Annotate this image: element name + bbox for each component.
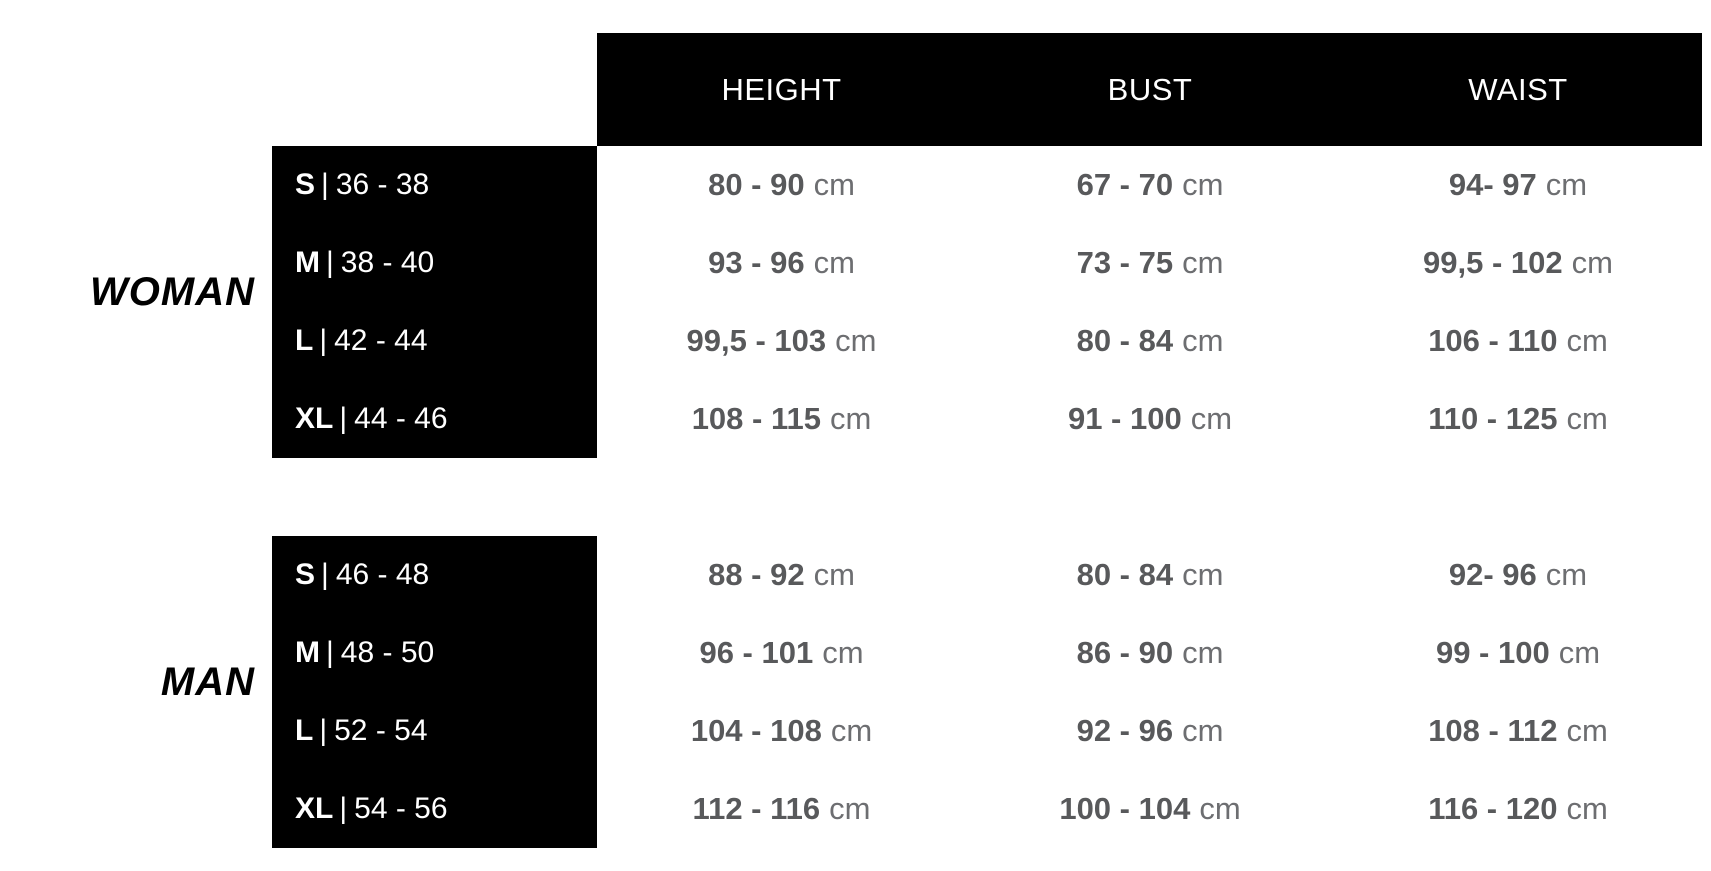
unit-label: cm bbox=[813, 245, 855, 280]
column-header-height: HEIGHT bbox=[721, 71, 842, 107]
height-cell bbox=[597, 302, 966, 380]
unit-label: cm bbox=[1199, 791, 1241, 826]
unit-label: cm bbox=[1566, 713, 1608, 748]
table-row bbox=[272, 380, 1702, 458]
waist-cell bbox=[1334, 224, 1702, 302]
size-cell bbox=[272, 146, 597, 224]
bust-cell bbox=[966, 380, 1334, 458]
size-range: 42 - 44 bbox=[334, 324, 428, 357]
bust-value: 80 - 84 bbox=[1076, 557, 1174, 592]
size-range: 44 - 46 bbox=[354, 402, 448, 435]
unit-label: cm bbox=[813, 167, 855, 202]
height-cell bbox=[597, 614, 966, 692]
bust-value: 67 - 70 bbox=[1076, 167, 1174, 202]
unit-label: cm bbox=[1545, 557, 1588, 592]
size-range: 38 - 40 bbox=[340, 246, 435, 279]
unit-label: cm bbox=[829, 401, 872, 436]
unit-label: cm bbox=[1182, 635, 1224, 670]
waist-cell bbox=[1334, 770, 1702, 848]
size-range: 48 - 50 bbox=[340, 636, 435, 669]
section-label-woman: WOMAN bbox=[90, 270, 255, 314]
unit-label: cm bbox=[813, 557, 855, 592]
unit-label: cm bbox=[1182, 167, 1224, 202]
waist-value: 106 - 110 bbox=[1428, 323, 1558, 358]
size-cell bbox=[272, 614, 597, 692]
height-value: 108 - 115 bbox=[691, 401, 821, 436]
waist-cell bbox=[1334, 614, 1702, 692]
unit-label: cm bbox=[1571, 245, 1613, 280]
bust-value: 92 - 96 bbox=[1076, 713, 1174, 748]
bust-value: 73 - 75 bbox=[1076, 245, 1174, 280]
height-cell bbox=[597, 692, 966, 770]
bust-value: 91 - 100 bbox=[1067, 401, 1182, 436]
size-range: 36 - 38 bbox=[335, 168, 430, 201]
waist-value: 116 - 120 bbox=[1428, 791, 1558, 826]
bust-value: 86 - 90 bbox=[1076, 635, 1174, 670]
table-row bbox=[272, 302, 1702, 380]
unit-label: cm bbox=[1190, 401, 1233, 436]
section-label-man: MAN bbox=[160, 660, 255, 704]
size-separator: | bbox=[339, 792, 348, 825]
size-label: L bbox=[295, 714, 314, 747]
size-label: M bbox=[295, 246, 320, 279]
table-header-band bbox=[597, 33, 1702, 146]
unit-label: cm bbox=[835, 323, 877, 358]
column-header-bust: BUST bbox=[1107, 71, 1193, 107]
size-range: 54 - 56 bbox=[354, 792, 448, 825]
waist-cell bbox=[1334, 302, 1702, 380]
height-value: 80 - 90 bbox=[708, 167, 805, 202]
unit-label: cm bbox=[1182, 557, 1224, 592]
size-separator: | bbox=[321, 168, 329, 201]
size-cell bbox=[272, 692, 597, 770]
size-cell bbox=[272, 302, 597, 380]
unit-label: cm bbox=[1545, 167, 1588, 202]
unit-label: cm bbox=[1566, 401, 1608, 436]
waist-cell bbox=[1334, 692, 1702, 770]
bust-cell bbox=[966, 302, 1334, 380]
unit-label: cm bbox=[830, 713, 873, 748]
size-label: L bbox=[295, 324, 314, 357]
height-value: 96 - 101 bbox=[699, 635, 814, 670]
height-cell bbox=[597, 770, 966, 848]
waist-value: 99,5 - 102 bbox=[1423, 245, 1563, 280]
bust-cell bbox=[966, 536, 1334, 614]
height-cell bbox=[597, 536, 966, 614]
size-cell bbox=[272, 380, 597, 458]
unit-label: cm bbox=[829, 791, 871, 826]
bust-cell bbox=[966, 146, 1334, 224]
size-cell bbox=[272, 770, 597, 848]
size-range: 46 - 48 bbox=[335, 558, 430, 591]
table-row bbox=[272, 224, 1702, 302]
height-cell bbox=[597, 146, 966, 224]
size-label: XL bbox=[295, 402, 334, 435]
unit-label: cm bbox=[1558, 635, 1601, 670]
bust-value: 80 - 84 bbox=[1076, 323, 1174, 358]
unit-label: cm bbox=[1182, 245, 1224, 280]
table-row bbox=[272, 614, 1702, 692]
size-separator: | bbox=[319, 714, 328, 747]
size-range: 52 - 54 bbox=[334, 714, 428, 747]
column-header-waist: WAIST bbox=[1468, 71, 1568, 107]
height-cell bbox=[597, 380, 966, 458]
unit-label: cm bbox=[822, 635, 864, 670]
height-value: 93 - 96 bbox=[708, 245, 805, 280]
waist-value: 92- 96 bbox=[1448, 557, 1537, 592]
size-label: S bbox=[295, 168, 316, 201]
size-label: S bbox=[295, 558, 316, 591]
waist-value: 94- 97 bbox=[1448, 167, 1537, 202]
table-row bbox=[272, 770, 1702, 848]
size-separator: | bbox=[319, 324, 328, 357]
table-row bbox=[272, 536, 1702, 614]
height-value: 99,5 - 103 bbox=[686, 323, 827, 358]
waist-cell bbox=[1334, 536, 1702, 614]
size-cell bbox=[272, 536, 597, 614]
size-separator: | bbox=[326, 246, 334, 279]
waist-value: 99 - 100 bbox=[1435, 635, 1550, 670]
size-label: M bbox=[295, 636, 320, 669]
waist-cell bbox=[1334, 146, 1702, 224]
unit-label: cm bbox=[1566, 323, 1608, 358]
height-value: 88 - 92 bbox=[708, 557, 805, 592]
bust-cell bbox=[966, 224, 1334, 302]
size-label: XL bbox=[295, 792, 334, 825]
height-value: 104 - 108 bbox=[690, 713, 822, 748]
waist-cell bbox=[1334, 380, 1702, 458]
table-row bbox=[272, 692, 1702, 770]
table-row bbox=[272, 146, 1702, 224]
unit-label: cm bbox=[1182, 713, 1224, 748]
waist-value: 108 - 112 bbox=[1428, 713, 1558, 748]
size-separator: | bbox=[326, 636, 334, 669]
unit-label: cm bbox=[1566, 791, 1608, 826]
height-value: 112 - 116 bbox=[692, 791, 821, 826]
size-cell bbox=[272, 224, 597, 302]
waist-value: 110 - 125 bbox=[1428, 401, 1558, 436]
size-separator: | bbox=[321, 558, 329, 591]
size-separator: | bbox=[339, 402, 348, 435]
bust-cell bbox=[966, 770, 1334, 848]
bust-cell bbox=[966, 614, 1334, 692]
height-cell bbox=[597, 224, 966, 302]
bust-cell bbox=[966, 692, 1334, 770]
bust-value: 100 - 104 bbox=[1059, 791, 1191, 826]
unit-label: cm bbox=[1182, 323, 1224, 358]
